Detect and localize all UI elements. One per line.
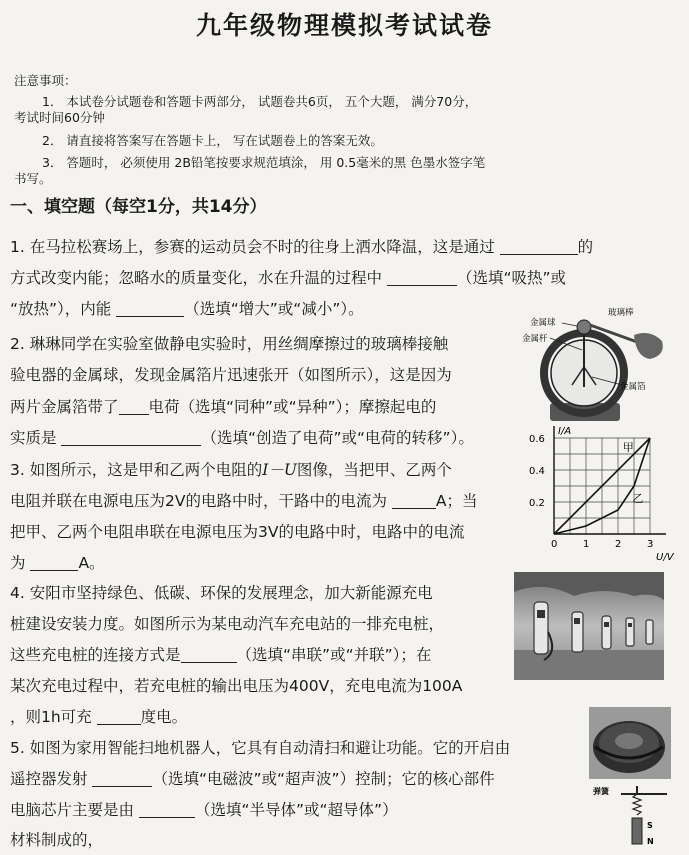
q4-text: 4. 安阳市坚持绿色、低碳、环保的发展理念，加大新能源充电 bbox=[10, 584, 433, 602]
label-s-pole: S bbox=[647, 821, 653, 830]
label-metal-foil: 金属箔 bbox=[620, 382, 646, 392]
q1-text: 1. 在马拉松赛场上，参赛的运动员会不时的往身上洒水降温，这是通过 bbox=[10, 238, 495, 256]
answer-blank[interactable] bbox=[30, 553, 78, 571]
label-glass-rod: 玻璃棒 bbox=[608, 308, 634, 318]
q5-line2 bbox=[10, 764, 495, 794]
section-heading: 一、填空题（每空1分，共14分） bbox=[10, 197, 267, 217]
q1-text: （选填“吸热”或 bbox=[456, 269, 567, 287]
answer-blank[interactable] bbox=[392, 491, 436, 509]
q5-line1 bbox=[10, 733, 510, 763]
note-3-cont: 书写。 bbox=[14, 171, 52, 186]
series-label: 乙 bbox=[632, 492, 644, 505]
y-tick-label: 0.4 bbox=[529, 466, 545, 477]
q3-line2 bbox=[10, 486, 478, 516]
q3-text: 图像，当把甲、乙两个 bbox=[296, 461, 452, 479]
q4-line4 bbox=[10, 671, 462, 701]
notes-heading: 注意事项： bbox=[14, 73, 77, 88]
q5-text: 5. 如图为家用智能扫地机器人，它具有自动清扫和避让功能。它的开启由 bbox=[10, 739, 511, 757]
y-tick-label: 0.6 bbox=[529, 434, 545, 445]
note-1: 1． 本试卷分试题卷和答题卡两部分， 试题卷共6页， 五个大题， 满分70分， bbox=[42, 94, 478, 109]
answer-blank[interactable] bbox=[139, 800, 195, 818]
q1-line1 bbox=[10, 232, 593, 262]
q4-text: 桩建设安装力度。如图所示为某电动汽车充电站的一排充电桩， bbox=[10, 615, 445, 633]
q3-line4 bbox=[10, 548, 105, 578]
answer-blank[interactable] bbox=[92, 769, 152, 787]
q4-line1 bbox=[10, 578, 433, 608]
q3-line1 bbox=[10, 455, 452, 485]
answer-blank[interactable] bbox=[181, 645, 237, 663]
q2-text: （选填“创造了电荷”或“电荷的转移”）。 bbox=[201, 429, 474, 447]
q4-line3 bbox=[10, 640, 431, 670]
q2-line1 bbox=[10, 329, 448, 359]
q3-text: A；当 bbox=[435, 492, 478, 510]
q1-line2 bbox=[10, 263, 566, 293]
q2-line4 bbox=[10, 423, 474, 453]
spring-magnet-figure bbox=[591, 782, 675, 846]
spring-icon bbox=[633, 794, 641, 815]
x-tick-label: 1 bbox=[583, 539, 590, 550]
q2-text: 实质是 bbox=[10, 429, 57, 447]
q5-line4 bbox=[10, 825, 103, 855]
note-1-cont: 考试时间60分钟 bbox=[14, 110, 105, 125]
iu-chart bbox=[528, 426, 686, 576]
q4-line2 bbox=[10, 609, 444, 639]
y-tick-label: 0.2 bbox=[529, 498, 545, 509]
label-spring: 弹簧 bbox=[593, 787, 609, 796]
q4-text: 某次充电过程中，若充电桩的输出电压为400V，充电电流为100A bbox=[10, 677, 463, 695]
q1-text: （选填“增大”或“减小”）。 bbox=[184, 300, 364, 318]
answer-blank[interactable] bbox=[387, 268, 457, 286]
q4-text: 这些充电桩的连接方式是 bbox=[10, 646, 181, 664]
q2-text: 两片金属箔带了 bbox=[10, 398, 119, 416]
q2-text: 验电器的金属球，发现金属箔片迅速张开（如图所示），这是因为 bbox=[10, 366, 452, 384]
answer-blank[interactable] bbox=[97, 707, 141, 725]
x-tick-label: 2 bbox=[615, 539, 622, 550]
q3-text: 把甲、乙两个电阻串联在电源电压为3V的电路中时，电路中的电流 bbox=[10, 523, 465, 541]
q3-text: A。 bbox=[78, 554, 105, 572]
charging-station-photo bbox=[514, 572, 664, 680]
label-metal-rod: 金属杆 bbox=[522, 334, 548, 344]
q1-text: 的 bbox=[577, 238, 594, 256]
series-label: 甲 bbox=[622, 440, 634, 454]
q1-line3 bbox=[10, 294, 364, 324]
q4-text: ，则1h可充 bbox=[10, 708, 92, 726]
q5-text: （选填“电磁波”或“超声波”）控制；它的核心部件 bbox=[152, 770, 495, 788]
q4-text: （选填“串联”或“并联”）；在 bbox=[236, 646, 432, 664]
x-axis-label: U/V bbox=[656, 552, 674, 563]
q5-text: （选填“半导体”或“超导体”） bbox=[194, 801, 398, 819]
q3-text: 3. 如图所示，这是甲和乙两个电阻的 bbox=[10, 461, 263, 479]
x-tick-label: 0 bbox=[551, 539, 558, 550]
q3-iu-symbol: I－U bbox=[262, 461, 297, 479]
q1-text: “放热”），内能 bbox=[10, 300, 112, 318]
q2-line2 bbox=[10, 360, 452, 390]
robot-vacuum-photo bbox=[589, 707, 671, 779]
q2-line3 bbox=[10, 392, 436, 422]
note-2: 2． 请直接将答案写在答题卡上， 写在试题卷上的答案无效。 bbox=[42, 133, 383, 148]
electroscope-figure bbox=[522, 305, 672, 425]
label-n-pole: N bbox=[647, 837, 654, 846]
q5-line3 bbox=[10, 795, 398, 825]
answer-blank[interactable] bbox=[500, 237, 578, 255]
q5-text: 材料制成的， bbox=[10, 831, 104, 849]
q1-text: 方式改变内能；忽略水的质量变化，水在升温的过程中 bbox=[10, 269, 383, 287]
robot-vacuum-icon bbox=[615, 733, 643, 749]
q3-text: 电阻并联在电源电压为2V的电路中时，干路中的电流为 bbox=[10, 492, 387, 510]
y-axis-label: I/A bbox=[558, 426, 572, 437]
q3-line3 bbox=[10, 517, 464, 547]
answer-blank[interactable] bbox=[61, 428, 201, 446]
q5-text: 电脑芯片主要是由 bbox=[10, 801, 135, 819]
answer-blank[interactable] bbox=[116, 299, 184, 317]
q4-line5 bbox=[10, 702, 187, 732]
x-tick-label: 3 bbox=[647, 539, 654, 550]
q3-text: 为 bbox=[10, 554, 26, 572]
label-metal-ball: 金属球 bbox=[530, 318, 556, 328]
note-3: 3． 答题时， 必须使用 2B铅笔按要求规范填涂， 用 0.5毫米的黑 色墨水签字笔 bbox=[42, 155, 486, 170]
page-title: 九年级物理模拟考试试卷 bbox=[195, 11, 493, 40]
q2-text: 电荷（选填“同种”或“异种”）；摩擦起电的 bbox=[148, 398, 437, 416]
q4-text: 度电。 bbox=[140, 708, 188, 726]
q2-text: 2. 琳琳同学在实验室做静电实验时，用丝绸摩擦过的玻璃棒接触 bbox=[10, 335, 449, 353]
q5-text: 遥控器发射 bbox=[10, 770, 88, 788]
answer-blank[interactable] bbox=[119, 397, 149, 415]
